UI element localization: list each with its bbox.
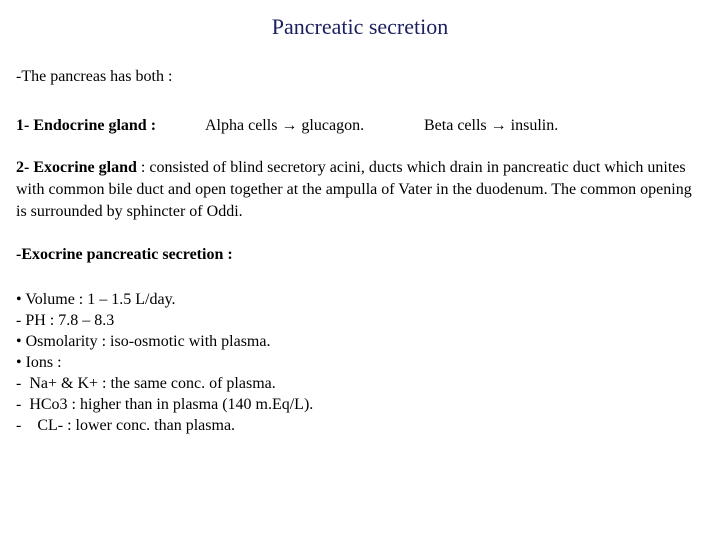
secretion-list	[16, 289, 313, 436]
exocrine-paragraph	[16, 157, 706, 223]
intro-line: -The pancreas has both :	[16, 68, 173, 85]
list-item: • Volume : 1 – 1.5 L/day.	[16, 291, 176, 308]
list-item: - HCo3 : higher than in plasma (140 m.Eq/L).	[16, 396, 314, 413]
page-title: Pancreatic secretion	[271, 14, 449, 39]
list-item: - CL- : lower conc. than plasma.	[16, 417, 236, 434]
exocrine-label: 2- Exocrine gland	[16, 159, 137, 176]
alpha-cells-text: Alpha cells → glucagon.	[205, 117, 365, 134]
secretion-heading: -Exocrine pancreatic secretion :	[16, 246, 233, 263]
exocrine-description: : consisted of blind secretory acini, ducts which drain in pancreatic duct which unites with common bile duct and open together at the ampulla of Vater in the duodenum. The common opening is surrounded by sphincter of Oddi.	[16, 159, 692, 220]
list-item: - PH : 7.8 – 8.3	[16, 312, 115, 329]
list-item: - Na+ & K+ : the same conc. of plasma.	[16, 375, 276, 392]
list-item: • Ions :	[16, 354, 62, 371]
endocrine-label: 1- Endocrine gland :	[16, 117, 157, 134]
beta-cells-text: Beta cells → insulin.	[424, 117, 559, 134]
list-item: • Osmolarity : iso-osmotic with plasma.	[16, 333, 271, 350]
